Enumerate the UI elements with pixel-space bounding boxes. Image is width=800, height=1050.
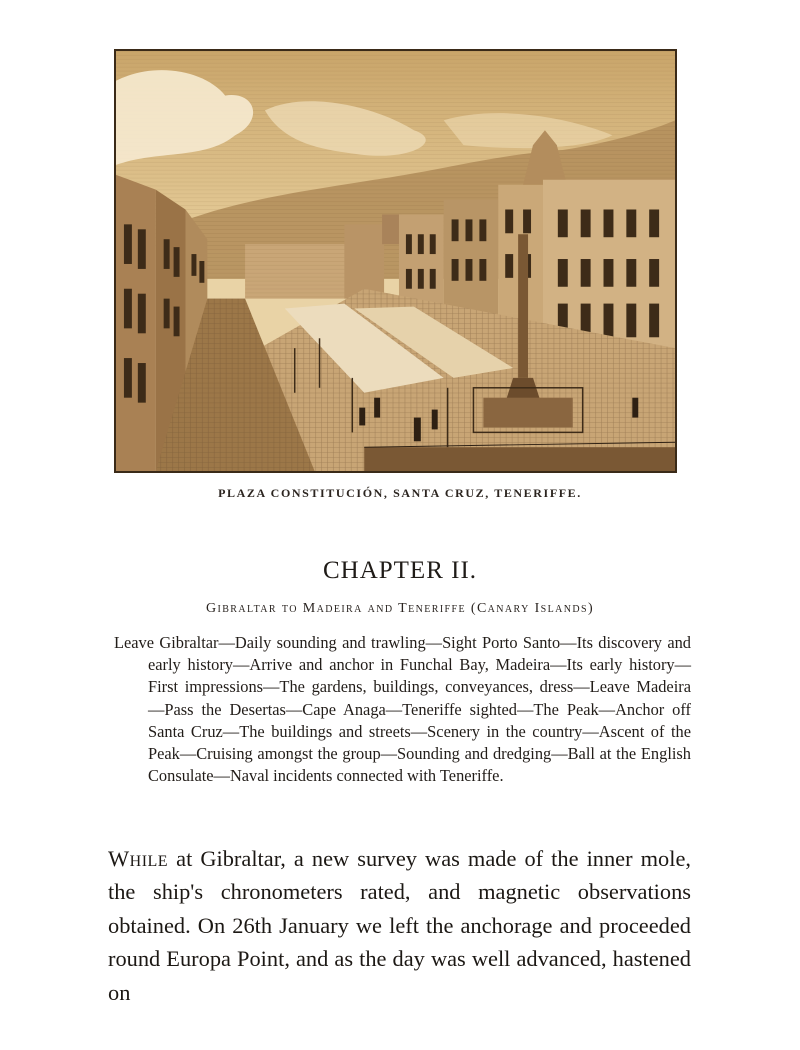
chapter-subtitle: Gibraltar to Madeira and Teneriffe (Canary Islands) (205, 601, 595, 616)
illustration-caption: PLAZA CONSTITUCIÓN, SANTA CRUZ, TENERIFFE. (218, 486, 582, 500)
engraving-illustration (114, 49, 677, 473)
lead-word: While (108, 846, 169, 871)
body-paragraph (108, 842, 691, 1009)
chapter-synopsis: Leave Gibraltar—Daily sounding and trawling—Sight Porto Santo—Its discovery and early history—Arrive and anchor in Funchal Bay, Madeira—Its early history—First impressions—The gardens, buildings, conveyances, dress—Leave Madeira—Pass the Desertas—Cape Anaga—Teneriffe sighted—The Peak—Anchor off Santa Cruz—The buildings and streets—Scenery in the country—Ascent of the Peak—Cruising amongst the group—Sounding and dredging—Ball at the English Consulate—Naval incidents connected with Teneriffe. (114, 633, 691, 786)
body-paragraph-text: at Gibraltar, a new survey was made of the inner mole, the ship's chronometers rated, and magnetic observations obtained. On 26th January we left the anchorage and proceeded round Europa Point, and as the day was well advanced, hastened on (108, 846, 691, 1005)
chapter-heading: CHAPTER II. (322, 557, 478, 584)
plaza-engraving (116, 51, 675, 471)
